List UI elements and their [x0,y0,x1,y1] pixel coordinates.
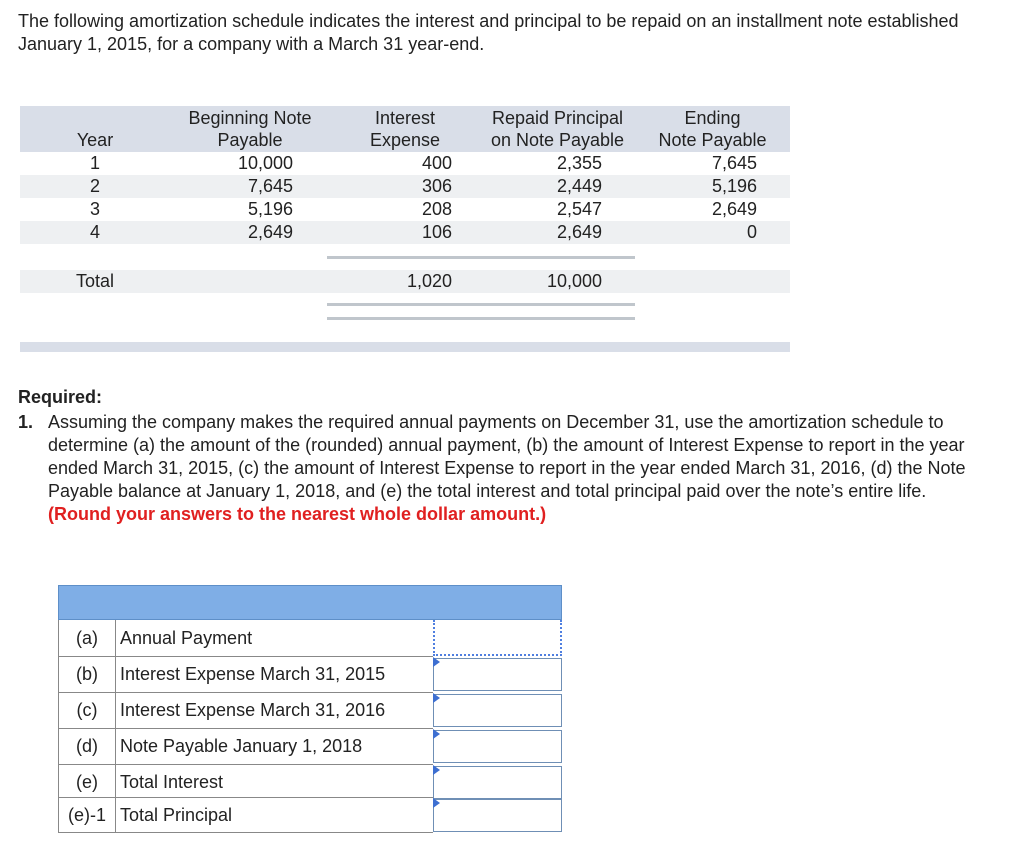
answer-key: (e)-1 [58,797,116,833]
required-text: Assuming the company makes the required annual payments on December 31, use the amortization schedule to determine (a) the amount of the (rounded) annual payment, (b) the amount of Interest Expense to report in the year ended March 31, 2015, (c) the amount of Interest Expense to report in the year ended March 31, 2016, (d) the Note Payable balance at January 1, 2018, and (e) the total interest and total principal paid over the note’s entire life. [48,412,966,501]
total-label: Total [75,271,115,291]
row-3-ending: 2,649 [711,199,757,219]
row-1-repaid: 2,355 [556,153,602,173]
answer-key: (e) [58,764,116,800]
row-3-beginning: 5,196 [247,199,293,219]
schedule-footer-band [20,342,790,352]
header-beginning-2: Payable [217,130,283,150]
answer-label: Interest Expense March 31, 2016 [120,700,386,720]
table-bottom-border [58,832,433,833]
answer-label: Total Principal [120,805,233,825]
row-2-interest: 306 [421,176,452,196]
answer-input-total-interest[interactable] [433,766,562,799]
answer-input-interest-2016[interactable] [433,694,562,727]
answer-input-annual-payment[interactable] [433,620,562,656]
answer-row [58,620,562,656]
row-1-beginning: 10,000 [237,153,293,173]
input-marker-icon [433,729,440,739]
header-interest-2: Expense [369,130,441,150]
total-double-rule-bottom [327,317,635,320]
answer-row [58,797,562,833]
answer-label: Interest Expense March 31, 2015 [120,664,386,684]
answer-row [58,692,562,728]
required-heading: Required: [18,387,103,407]
total-double-rule-top [327,303,635,306]
header-repaid-2: on Note Payable [490,130,625,150]
header-year: Year [76,130,114,150]
required-item [18,411,978,526]
subtotal-rule [327,256,635,259]
total-repaid: 10,000 [546,271,602,291]
answer-label: Annual Payment [120,628,253,648]
answer-key: (a) [58,620,116,656]
answer-label: Total Interest [120,772,224,792]
row-4-beginning: 2,649 [247,222,293,242]
row-4-interest: 106 [421,222,452,242]
answer-input-note-payable-2018[interactable] [433,730,562,763]
answer-label: Note Payable January 1, 2018 [120,736,363,756]
answer-key: (d) [58,728,116,764]
row-3-year: 3 [89,199,100,219]
row-1-ending: 7,645 [711,153,757,173]
input-marker-icon [433,693,440,703]
row-3-repaid: 2,547 [556,199,602,219]
answer-key: (c) [58,692,116,728]
row-4-year: 4 [89,222,100,242]
row-3-interest: 208 [421,199,452,219]
input-marker-icon [433,765,440,775]
header-beginning: Beginning Note [188,108,312,128]
row-2-beginning: 7,645 [247,176,293,196]
header-ending: Ending [684,108,741,128]
required-number: 1. [18,412,34,432]
rounding-instruction: (Round your answers to the nearest whole dollar amount.) [48,504,547,524]
total-interest: 1,020 [406,271,452,291]
header-interest: Interest [374,108,436,128]
input-marker-icon [433,798,440,808]
answer-input-total-principal[interactable] [433,799,562,832]
input-marker-icon [433,657,440,667]
answer-table-header [58,585,562,620]
row-4-ending: 0 [746,222,757,242]
header-ending-2: Note Payable [658,130,767,150]
problem-intro: The following amortization schedule indicates the interest and principal to be repaid on an installment note established January 1, 2015, for a company with a March 31 year-end. [18,11,959,54]
header-repaid: Repaid Principal [491,108,624,128]
answer-row [58,764,562,800]
answer-row [58,728,562,764]
answer-key: (b) [58,656,116,692]
row-2-year: 2 [89,176,100,196]
row-2-ending: 5,196 [711,176,757,196]
required-text-block [48,411,978,526]
row-4-repaid: 2,649 [556,222,602,242]
answer-input-interest-2015[interactable] [433,658,562,691]
row-1-interest: 400 [421,153,452,173]
row-1-year: 1 [89,153,100,173]
answer-row [58,656,562,692]
row-2-repaid: 2,449 [556,176,602,196]
